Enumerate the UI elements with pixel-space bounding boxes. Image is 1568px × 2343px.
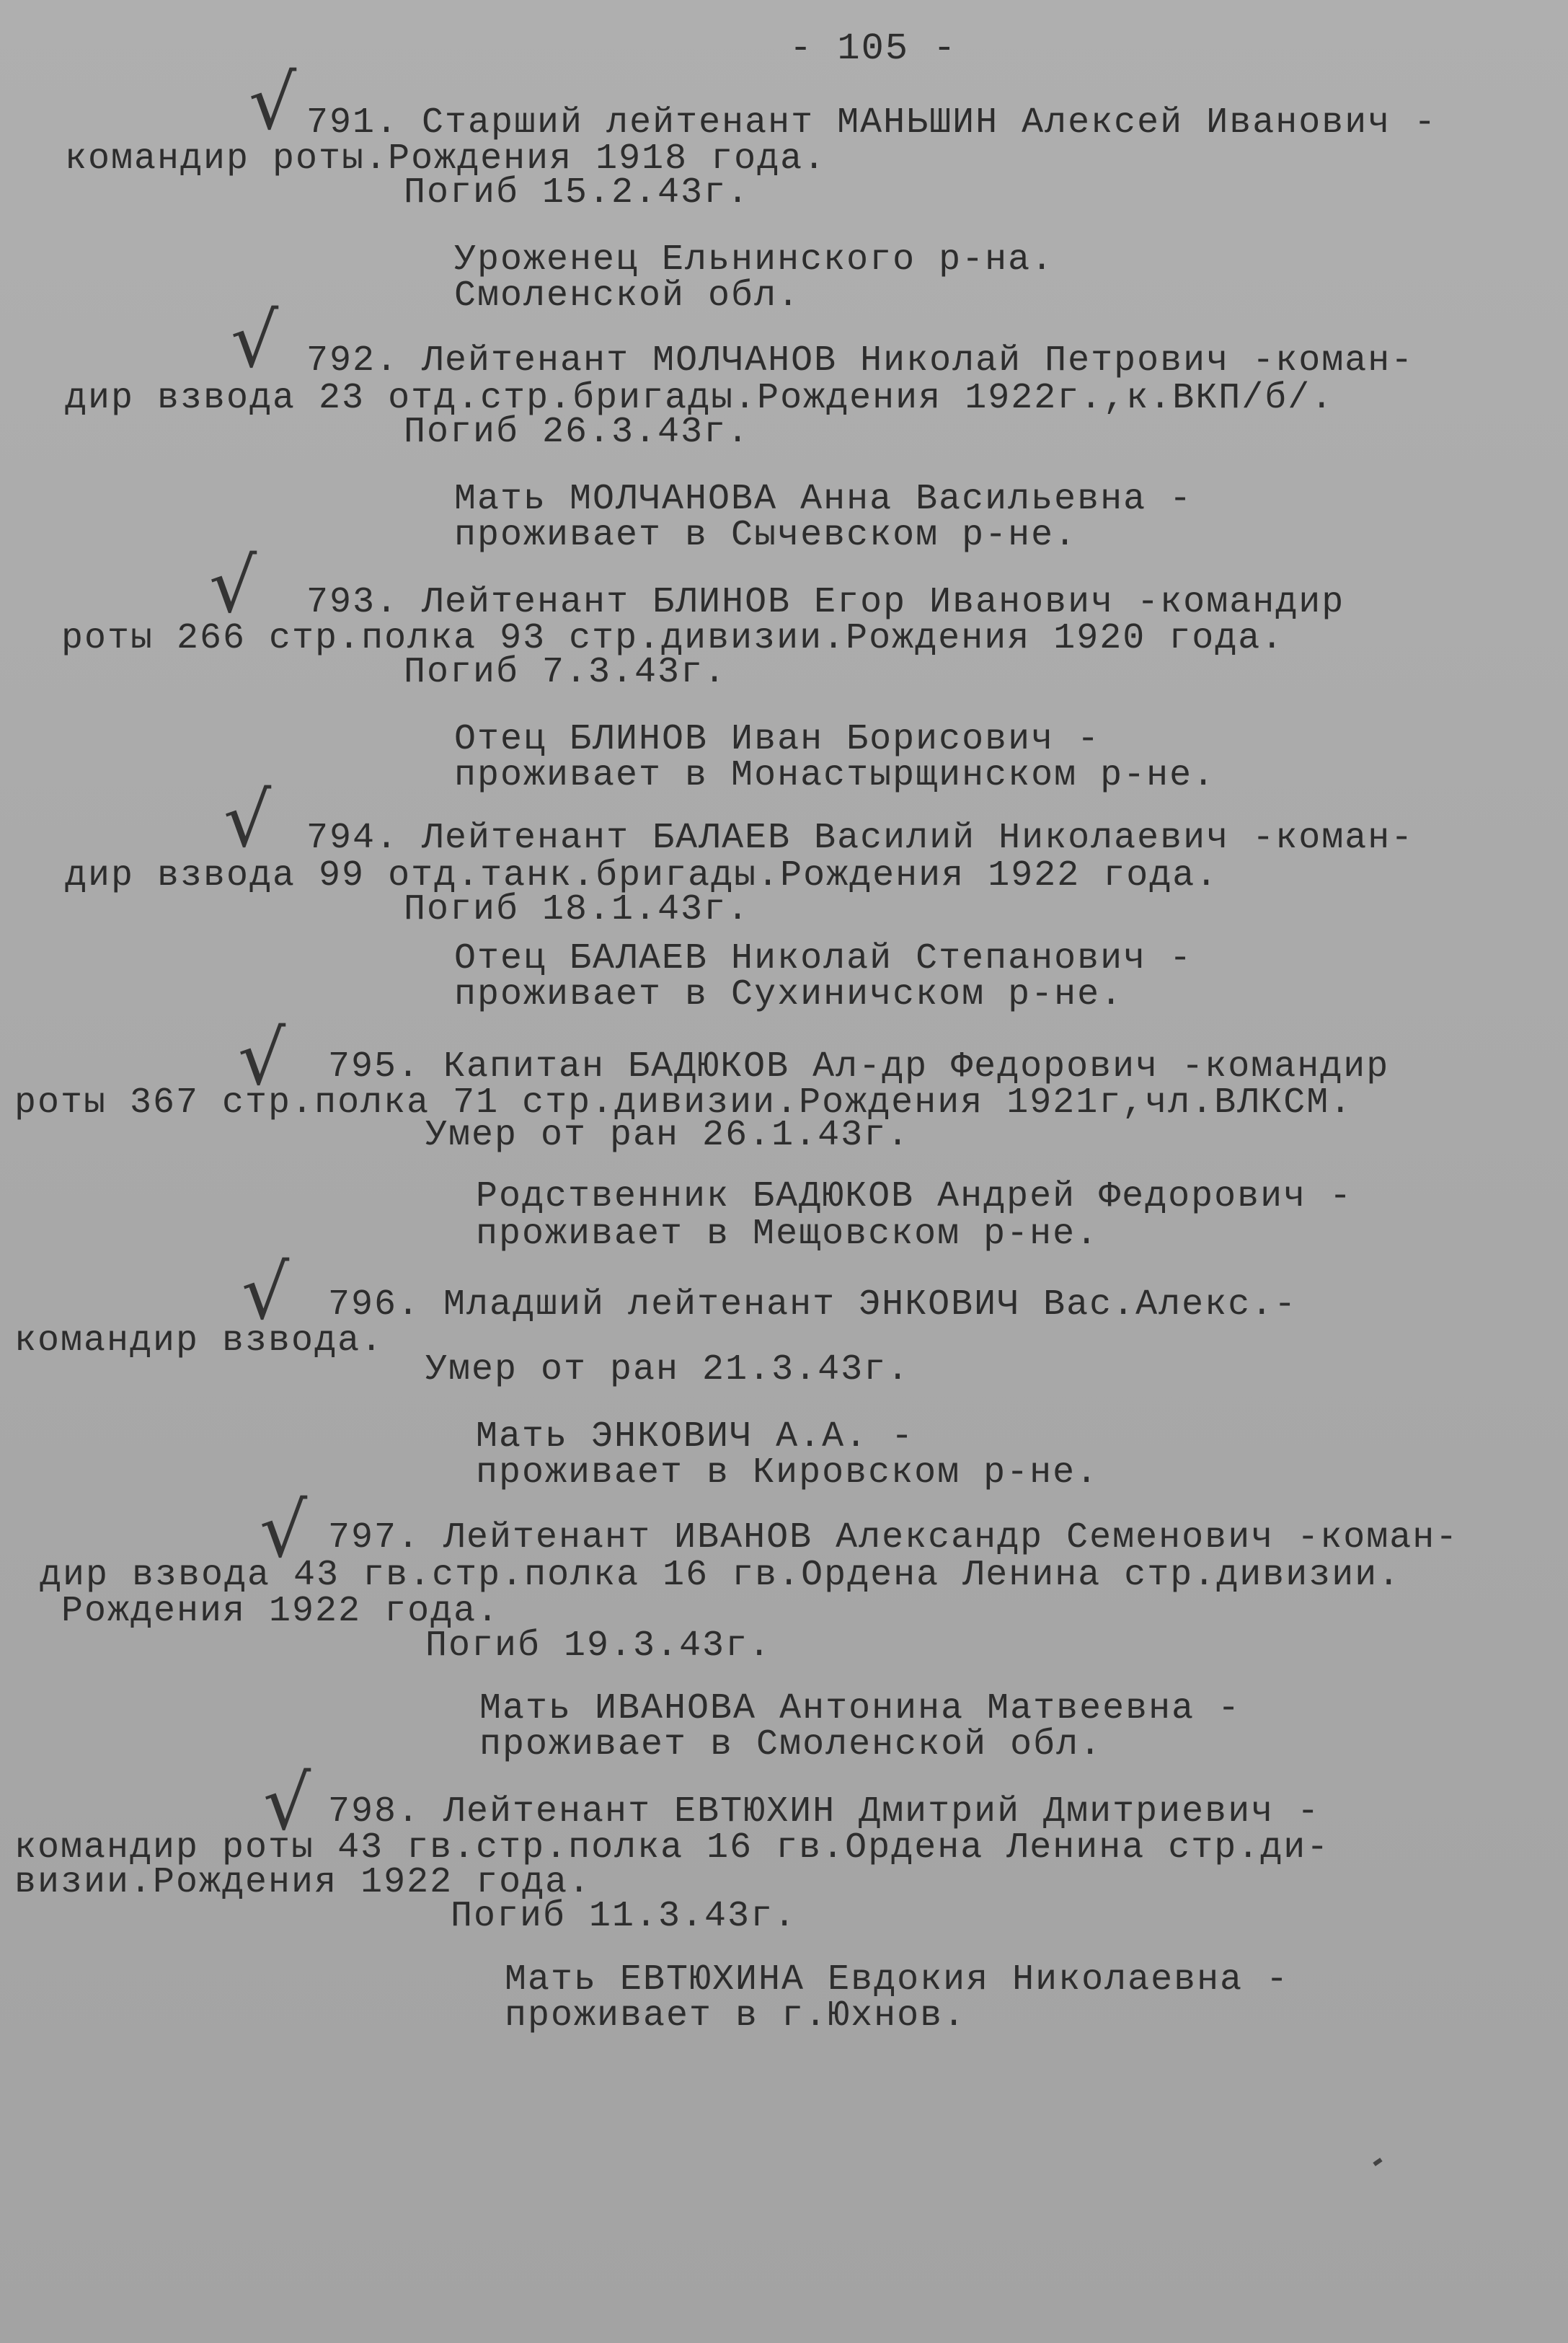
check-mark-icon: √ — [238, 1014, 286, 1102]
entry-795-position: роты 367 стр.полка 71 стр.дивизии.Рождения 1921г,чл.ВЛКСМ. — [14, 1082, 1353, 1124]
entry-791-relative: Уроженец Ельнинского р-на. — [454, 239, 1055, 281]
entry-797-death: Погиб 19.3.43г. — [425, 1625, 772, 1667]
entry-797-position: дир взвода 43 гв.стр.полка 16 гв.Ордена Ленина стр.дивизии. — [40, 1555, 1401, 1596]
check-mark-icon: √ — [249, 58, 297, 146]
entry-792-position: дир взвода 23 отд.стр.бригады.Рождения 1922г.,к.ВКП/б/. — [65, 378, 1334, 419]
check-mark-icon: √ — [223, 776, 272, 864]
entry-791-residence: Смоленской обл. — [454, 275, 801, 317]
entry-798-residence: проживает в г.Юхнов. — [505, 1995, 967, 2037]
entry-794-residence: проживает в Сухиничском р-не. — [454, 974, 1124, 1015]
entry-797-residence: проживает в Смоленской обл. — [479, 1724, 1103, 1765]
check-mark-icon: √ — [263, 1759, 311, 1847]
entry-798-position: командир роты 43 гв.стр.полка 16 гв.Ордена Ленина стр.ди- — [14, 1827, 1330, 1868]
entry-798-birth: визии.Рождения 1922 года. — [14, 1862, 592, 1903]
entry-797-heading: 797. Лейтенант ИВАНОВ Александр Семенович -коман- — [328, 1517, 1459, 1558]
entry-791-position: командир роты.Рождения 1918 года. — [65, 138, 827, 180]
entry-798-relative: Мать ЕВТЮХИНА Евдокия Николаевна - — [505, 1959, 1290, 2000]
entry-797-birth: Рождения 1922 года. — [61, 1591, 500, 1632]
entry-793-position: роты 266 стр.полка 93 стр.дивизии.Рождения 1920 года. — [61, 618, 1285, 659]
check-mark-icon: √ — [231, 296, 279, 384]
entry-796-position: командир взвода. — [14, 1320, 384, 1362]
entry-792-death: Погиб 26.3.43г. — [404, 412, 750, 453]
entry-793-death: Погиб 7.3.43г. — [404, 652, 727, 693]
entry-796-relative: Мать ЭНКОВИЧ А.А. - — [476, 1416, 915, 1457]
entry-796-residence: проживает в Кировском р-не. — [476, 1452, 1099, 1493]
entry-795-death: Умер от ран 26.1.43г. — [425, 1115, 911, 1156]
entry-794-position: дир взвода 99 отд.танк.бригады.Рождения 1922 года. — [65, 855, 1219, 896]
page-number: - 105 - — [789, 27, 957, 70]
entry-792-residence: проживает в Сычевском р-не. — [454, 515, 1078, 556]
entry-791-heading: 791. Старший лейтенант МАНЬШИН Алексей Иванович - — [306, 102, 1438, 144]
entry-797-relative: Мать ИВАНОВА Антонина Матвеевна - — [479, 1688, 1241, 1729]
entry-798-death: Погиб 11.3.43г. — [451, 1896, 797, 1937]
entry-795-relative: Родственник БАДЮКОВ Андрей Федорович - — [476, 1176, 1353, 1217]
entry-792-relative: Мать МОЛЧАНОВА Анна Васильевна - — [454, 479, 1193, 520]
entry-796-heading: 796. Младший лейтенант ЭНКОВИЧ Вас.Алекс.- — [328, 1284, 1298, 1325]
entry-795-heading: 795. Капитан БАДЮКОВ Ал-др Федорович -командир — [328, 1046, 1390, 1087]
check-mark-icon: √ — [242, 1248, 290, 1336]
entry-793-relative: Отец БЛИНОВ Иван Борисович - — [454, 719, 1101, 760]
entry-791-death: Погиб 15.2.43г. — [404, 172, 750, 213]
entry-796-death: Умер от ран 21.3.43г. — [425, 1349, 911, 1390]
entry-793-heading: 793. Лейтенант БЛИНОВ Егор Иванович -командир — [306, 582, 1345, 623]
entry-798-heading: 798. Лейтенант ЕВТЮХИН Дмитрий Дмитриевич - — [328, 1791, 1321, 1832]
entry-794-death: Погиб 18.1.43г. — [404, 889, 750, 930]
entry-792-heading: 792. Лейтенант МОЛЧАНОВ Николай Петрович -коман- — [306, 340, 1414, 381]
entry-794-relative: Отец БАЛАЕВ Николай Степанович - — [454, 938, 1193, 979]
check-mark-icon: √ — [260, 1486, 308, 1574]
entry-793-residence: проживает в Монастырщинском р-не. — [454, 755, 1216, 796]
entry-795-residence: проживает в Мещовском р-не. — [476, 1214, 1099, 1255]
check-mark-icon: √ — [209, 542, 257, 630]
ink-mark — [1373, 2158, 1382, 2166]
entry-794-heading: 794. Лейтенант БАЛАЕВ Василий Николаевич -коман- — [306, 818, 1414, 859]
